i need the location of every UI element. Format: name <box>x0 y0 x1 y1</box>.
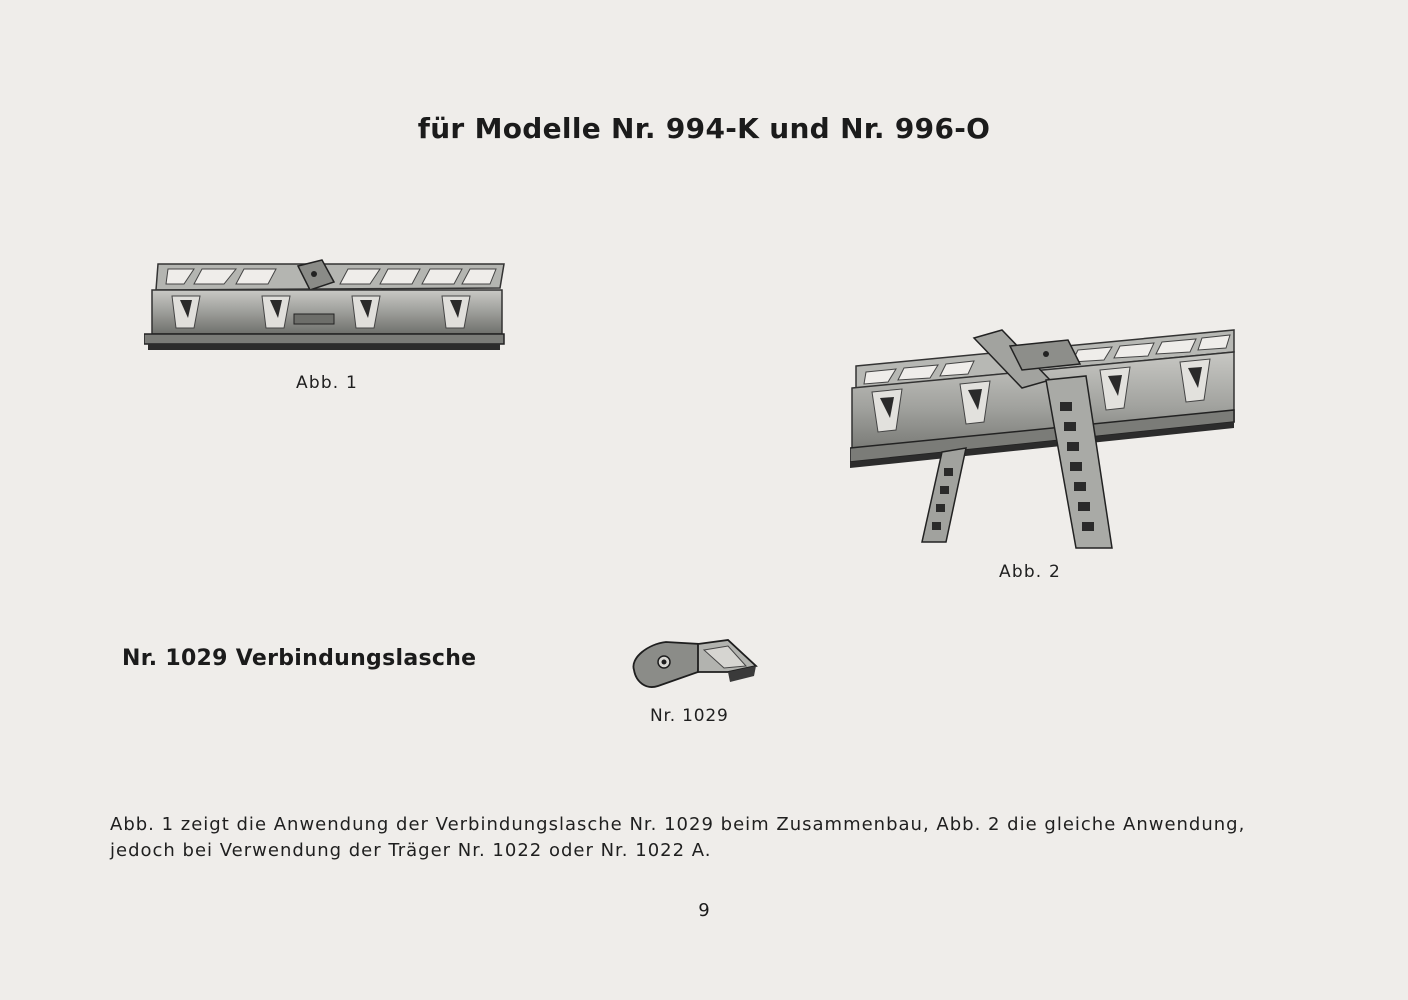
description-line-1: Abb. 1 zeigt die Anwendung der Verbindungslasche Nr. 1029 beim Zusammenbau, Abb. 2 die gleiche Anwendung, <box>110 814 1246 835</box>
description-paragraph <box>110 812 1310 864</box>
page-title: für Modelle Nr. 994-K und Nr. 996-O <box>417 112 991 145</box>
figure-abb2-illustration <box>850 322 1236 552</box>
figure-abb1-illustration <box>144 256 508 356</box>
page-number: 9 <box>698 900 710 921</box>
figure-abb1-caption: Abb. 1 <box>296 373 359 393</box>
description-line-2: jedoch bei Verwendung der Träger Nr. 1022 oder Nr. 1022 A. <box>110 840 712 861</box>
figure-nr1029-illustration <box>628 636 760 692</box>
figure-nr1029-caption: Nr. 1029 <box>650 706 729 726</box>
figure-abb2-caption: Abb. 2 <box>999 562 1062 582</box>
section-heading: Nr. 1029 Verbindungslasche <box>122 646 477 671</box>
